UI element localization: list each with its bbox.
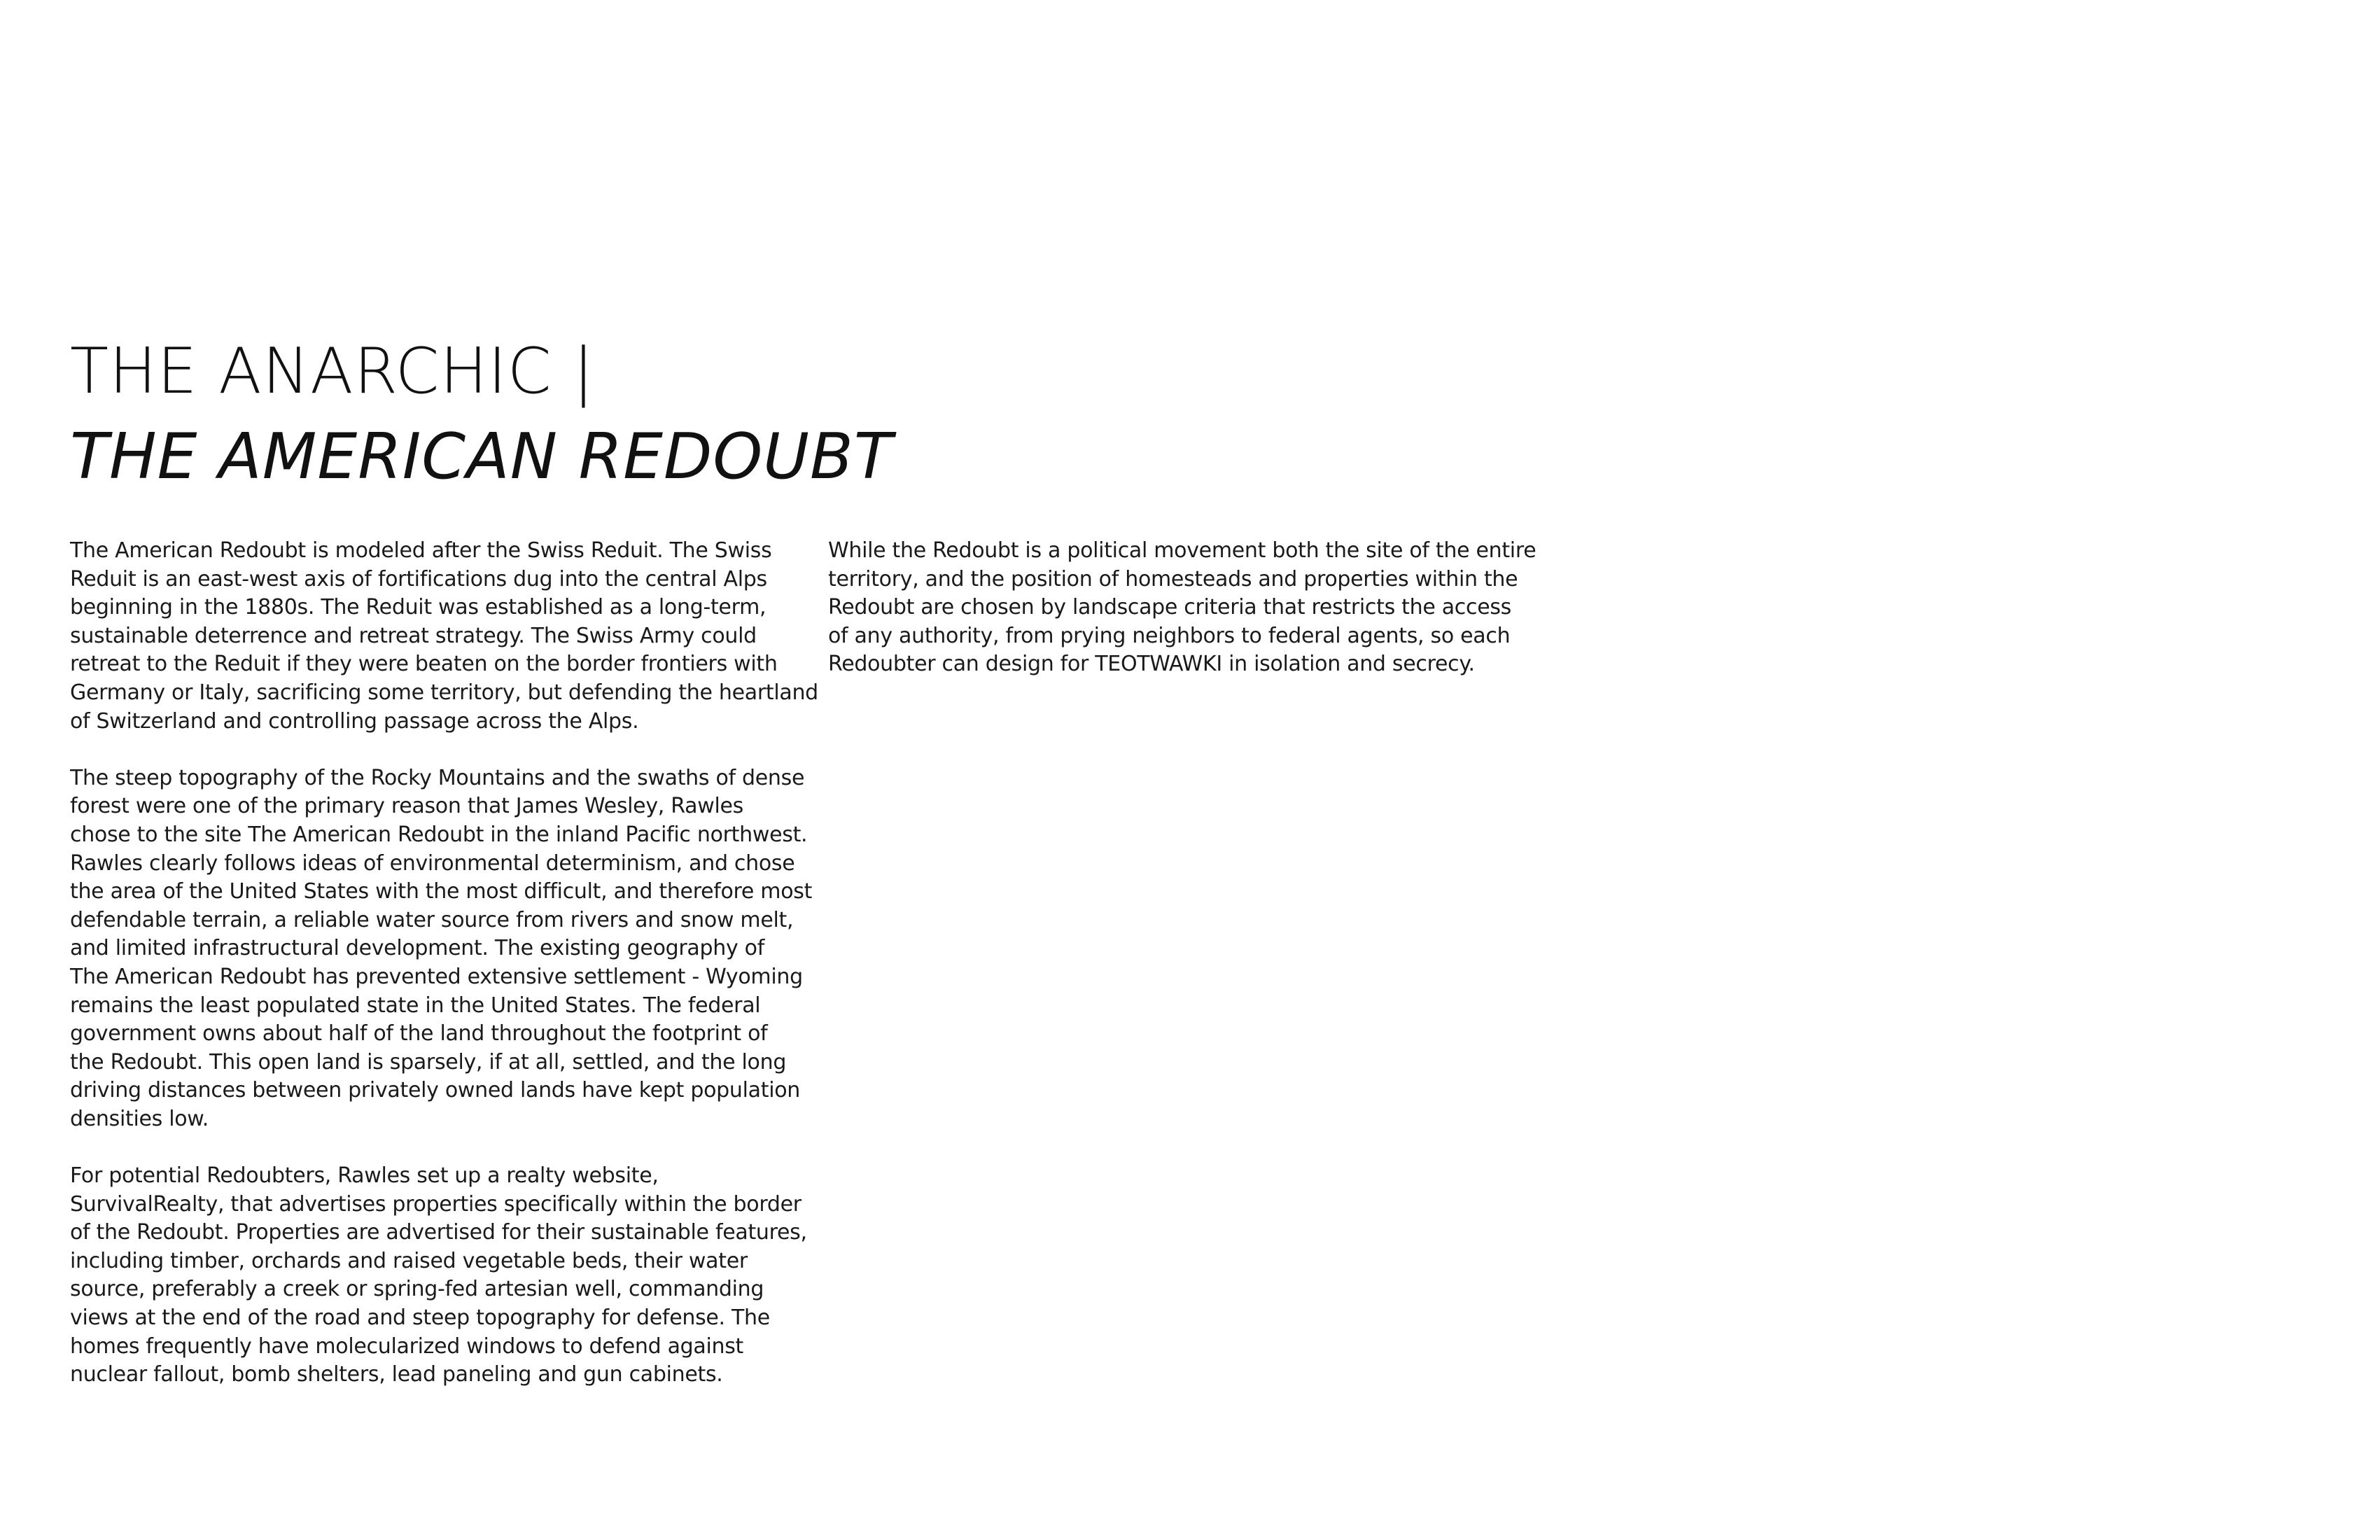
text-line: and limited infrastructural development. The existing geography of [70,936,764,961]
text-line: views at the end of the road and steep topography for defense. The [70,1306,770,1331]
paragraph [70,1162,819,1390]
page-title [70,329,893,500]
text-line: beginning in the 1880s. The Reduit was established as a long-term, [70,595,766,620]
right-text-column [828,537,1563,679]
left-text-column [70,537,819,1390]
text-line: Germany or Italy, sacrificing some territory, but defending the heartland [70,680,818,705]
text-line: Redoubt are chosen by landscape criteria that restricts the access [828,595,1512,620]
text-line: The American Redoubt has prevented extensive settlement - Wyoming [70,964,803,989]
paragraph-gap [70,736,819,764]
text-line: chose to the site The American Redoubt in the inland Pacific northwest. [70,822,808,847]
text-line: sustainable deterrence and retreat strategy. The Swiss Army could [70,623,757,648]
text-line: the area of the United States with the most difficult, and therefore most [70,879,813,904]
text-line: defendable terrain, a reliable water source from rivers and snow melt, [70,907,794,932]
text-line: of any authority, from prying neighbors to federal agents, so each [828,623,1511,648]
text-line: source, preferably a creek or spring-fed artesian well, commanding [70,1277,764,1302]
text-line: homes frequently have molecularized windows to defend against [70,1334,744,1359]
text-line: Redoubter can design for TEOTWAWKI in isolation and secrecy. [828,652,1475,677]
text-line: For potential Redoubters, Rawles set up a realty website, [70,1163,659,1189]
text-line: driving distances between privately owned lands have kept population [70,1078,801,1103]
title-line-2: THE AMERICAN REDOUBT [70,420,893,493]
paragraph [70,764,819,1134]
text-line: of the Redoubt. Properties are advertised for their sustainable features, [70,1220,807,1245]
text-line: remains the least populated state in the United States. The federal [70,993,761,1018]
text-line: Reduit is an east-west axis of fortifications dug into the central Alps [70,566,767,592]
text-line: the Redoubt. This open land is sparsely, if at all, settled, and the long [70,1049,787,1074]
text-line: densities low. [70,1106,209,1131]
title-line-1: THE ANARCHIC | [70,335,595,408]
text-line: of Switzerland and controlling passage across the Alps. [70,708,639,734]
text-line: Rawles clearly follows ideas of environmental determinism, and chose [70,850,795,876]
text-line: nuclear fallout, bomb shelters, lead paneling and gun cabinets. [70,1362,723,1387]
paragraph [828,537,1563,679]
paragraph-gap [70,1133,819,1162]
text-line: SurvivalRealty, that advertises properties specifically within the border [70,1191,802,1217]
text-line: including timber, orchards and raised vegetable beds, their water [70,1248,748,1273]
text-line: The steep topography of the Rocky Mountains and the swaths of dense [70,765,805,790]
text-line: The American Redoubt is modeled after the Swiss Reduit. The Swiss [70,538,772,563]
text-line: territory, and the position of homesteads and properties within the [828,566,1518,592]
text-line: forest were one of the primary reason that James Wesley, Rawles [70,794,743,819]
paragraph [70,537,819,736]
text-line: retreat to the Reduit if they were beaten on the border frontiers with [70,652,778,677]
text-line: government owns about half of the land throughout the footprint of [70,1021,768,1046]
text-line: While the Redoubt is a political movement both the site of the entire [828,538,1536,563]
